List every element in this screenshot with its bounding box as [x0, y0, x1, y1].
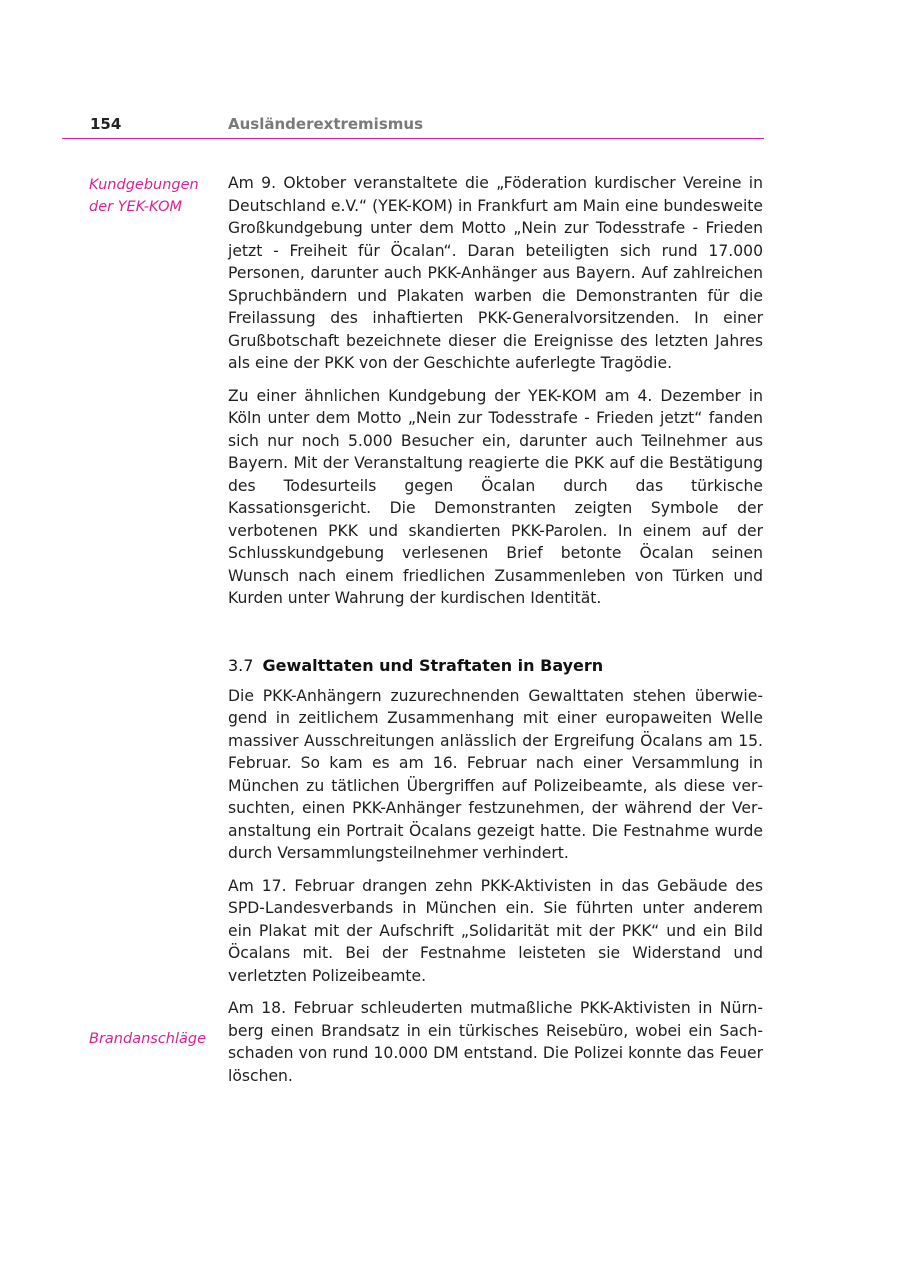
section-heading: [228, 655, 763, 677]
main-text-column: [228, 172, 763, 1097]
page-header: [62, 112, 764, 139]
paragraph-1: Am 9. Oktober veranstaltete die „Föderation kurdischer Vereine in Deutschland e.V.“ (YEK-KOM) in Frankfurt am Main eine bundesweite Großkundgebung unter dem Motto „Nein zur Todesstrafe - Frieden jetzt - Freiheit für Öcalan“. Daran beteiligten sich rund 17.000 Personen, darunter auch PKK-Anhänger aus Bayern. Auf zahlreichen Spruchbändern und Plakaten warben die Demonstranten für die Freilassung des inhaftierten PKK-Generalvorsitzenden. In einer Grußbotschaft bezeichnete dieser die Ereignisse des letzten Jahres als eine der PKK von der Geschichte auferlegte Tragödie.: [228, 174, 763, 372]
section-number: 3.7: [228, 655, 254, 675]
page-number: 154: [90, 115, 122, 133]
section-title: Gewalttaten und Straftaten in Bayern: [262, 655, 604, 675]
margin-note-line: Kundgebungen: [89, 177, 199, 193]
running-title: Ausländerextremismus: [228, 115, 423, 133]
paragraph-2: Zu einer ähnlichen Kundgebung der YEK-KOM am 4. Dezember in Köln unter dem Motto „Nein zur Todesstrafe - Frieden jetzt“ fanden sich nur noch 5.000 Besucher ein, darunter auch Teilnehmer aus Bayern. Mit der Veranstaltung reagierte die PKK auf die Bestätigung des Todesurteils gegen Öcalan durch das türkische Kassationsgericht. Die Demonstranten zeigten Symbole der verbotenen PKK und skandierten PKK-Parolen. In einem auf der Schlusskundgebung verlesenen Brief betonte Öcalan seinen Wunsch nach einem friedlichen Zusammenleben von Türken und Kurden unter Wahrung der kurdischen Identität.: [228, 386, 763, 607]
margin-note-kundgebungen: [89, 174, 199, 218]
margin-note-brandanschlaege: Brandanschläge: [89, 1031, 207, 1047]
paragraph-4: Am 17. Februar drangen zehn PKK-Aktivisten in das Gebäude des SPD-Landesverbands in München ein. Sie führten unter anderem ein Plakat mit der Aufschrift „Solidarität mit der PKK“ und ein Bild Öcalans mit. Bei der Festnahme leisteten sie Widerstand und verletzten Polizeibeamte.: [228, 876, 763, 985]
paragraph-5: Am 18. Februar schleuderten mutmaßliche PKK-Aktivisten in Nürnberg einen Brandsatz in ein türkisches Reisebüro, wobei ein Sachschaden von rund 10.000 DM entstand. Die Polizei konnte das Feuer löschen.: [228, 999, 763, 1085]
paragraph-3: Die PKK-Anhängern zuzurechnenden Gewalttaten stehen überwiegend in zeitlichem Zusammenhang mit einer europaweiten Welle massiver Ausschreitungen anlässlich der Ergreifung Öcalans am 15. Februar. So kam es am 16. Februar nach einer Versammlung in München zu tätlichen Übergriffen auf Polizeibeamte, als diese versuchten, einen PKK-Anhänger festzunehmen, der während der Veranstaltung ein Portrait Öcalans gezeigt hatte. Die Festnahme wurde durch Versammlungsteilnehmer verhindert.: [228, 686, 763, 862]
margin-note-line: der YEK-KOM: [89, 199, 183, 215]
